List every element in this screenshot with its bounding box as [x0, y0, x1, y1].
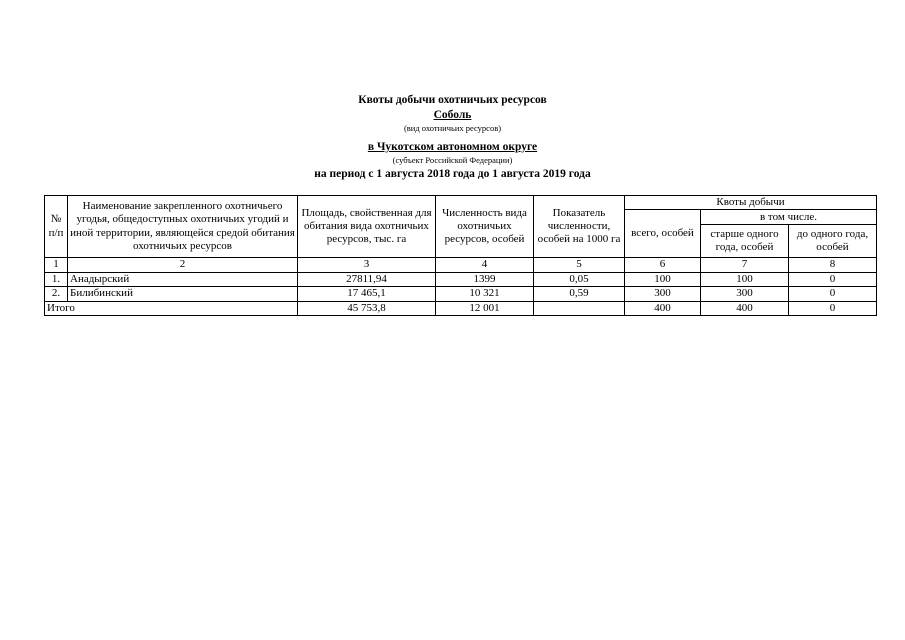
- column-index: 5: [534, 258, 625, 272]
- species-caption: (вид охотничьих ресурсов): [403, 123, 502, 133]
- column-index: 2: [68, 258, 298, 272]
- total-quota-older: 400: [701, 301, 789, 315]
- column-index: 1: [45, 258, 68, 272]
- region-caption: (субъект Российской Федерации): [392, 155, 513, 165]
- row-density: 0,59: [534, 287, 625, 301]
- column-index: 3: [298, 258, 436, 272]
- header-population: Численность вида охотничьих ресурсов, особей: [436, 196, 534, 258]
- header-older: старше одного года, особей: [701, 225, 789, 258]
- row-name: Анадырский: [68, 272, 298, 286]
- column-index: 6: [625, 258, 701, 272]
- column-index-row: [45, 258, 877, 272]
- row-area: 17 465,1: [298, 287, 436, 301]
- header-name: Наименование закрепленного охотничьего угодья, общедоступных охотничьих угодий и иной территории, являющейся средой обитания охотничьих ресурсов: [68, 196, 298, 258]
- header-younger: до одного года, особей: [789, 225, 877, 258]
- column-index: 4: [436, 258, 534, 272]
- row-population: 10 321: [436, 287, 534, 301]
- species-name: Соболь: [433, 109, 472, 121]
- row-quota-total: 300: [625, 287, 701, 301]
- column-index: 7: [701, 258, 789, 272]
- row-quota-younger: 0: [789, 287, 877, 301]
- quota-table: [44, 195, 877, 316]
- row-quota-older: 300: [701, 287, 789, 301]
- row-density: 0,05: [534, 272, 625, 286]
- total-population: 12 001: [436, 301, 534, 315]
- row-quota-older: 100: [701, 272, 789, 286]
- table-row: [45, 287, 877, 301]
- header-num: № п/п: [45, 196, 68, 258]
- period-line: на период с 1 августа 2018 года до 1 августа 2019 года: [314, 168, 591, 180]
- total-quota-younger: 0: [789, 301, 877, 315]
- header-quota-group: Квоты добычи: [625, 196, 877, 210]
- document-title: Квоты добычи охотничьих ресурсов: [358, 94, 547, 106]
- row-quota-total: 100: [625, 272, 701, 286]
- total-area: 45 753,8: [298, 301, 436, 315]
- header-density: Показатель численности, особей на 1000 га: [534, 196, 625, 258]
- row-name: Билибинский: [68, 287, 298, 301]
- row-num: 1.: [45, 272, 68, 286]
- table-row: [45, 272, 877, 286]
- header-quota-total: всего, особей: [625, 210, 701, 258]
- row-population: 1399: [436, 272, 534, 286]
- row-num: 2.: [45, 287, 68, 301]
- row-quota-younger: 0: [789, 272, 877, 286]
- region-name: в Чукотском автономном округе: [367, 141, 538, 153]
- total-quota-total: 400: [625, 301, 701, 315]
- header-including: в том числе.: [701, 210, 877, 225]
- total-row: [45, 301, 877, 315]
- total-label: Итого: [45, 301, 298, 315]
- total-density: [534, 301, 625, 315]
- column-index: 8: [789, 258, 877, 272]
- header-area: Площадь, свойственная для обитания вида охотничьих ресурсов, тыс. га: [298, 196, 436, 258]
- row-area: 27811,94: [298, 272, 436, 286]
